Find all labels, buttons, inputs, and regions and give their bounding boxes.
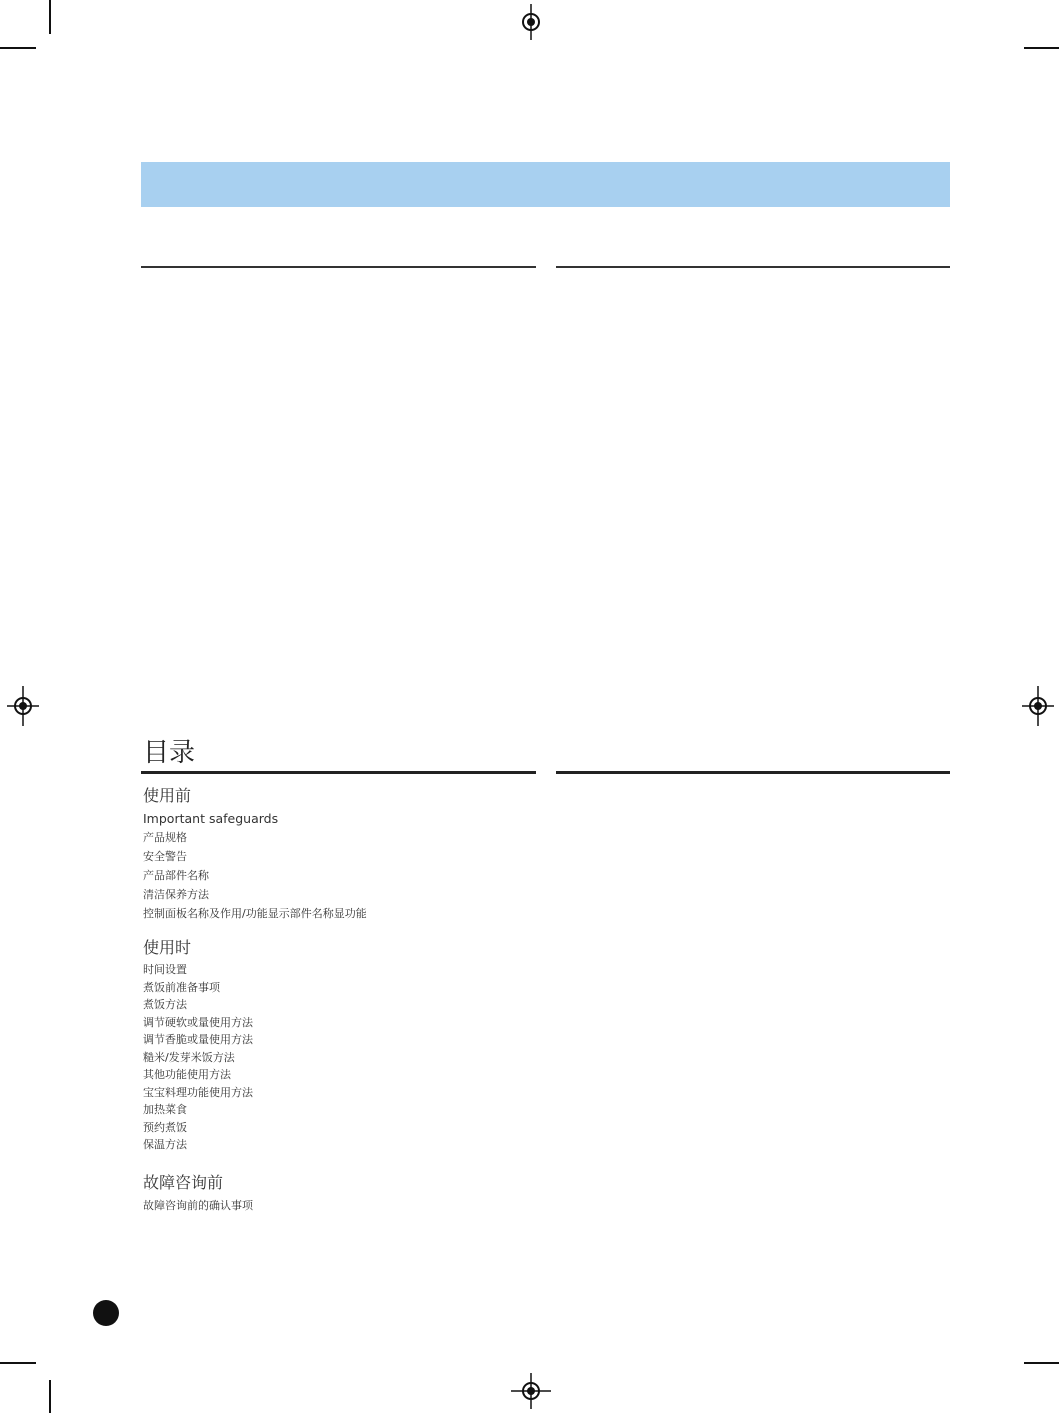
toc-section-heading: 使用时 xyxy=(143,938,192,957)
toc-right-rule xyxy=(556,771,950,774)
toc-item[interactable]: 调节香脆或量使用方法 xyxy=(143,1033,253,1046)
toc-item[interactable]: 糙米/发芽米饭方法 xyxy=(143,1050,235,1064)
toc-item[interactable]: 煮饭方法 xyxy=(143,998,187,1011)
registration-mark-bottom-icon xyxy=(511,1371,551,1411)
toc-item[interactable]: 清洁保养方法 xyxy=(143,888,209,901)
toc-section-troubleshooting xyxy=(143,1172,533,1215)
crop-mark-bottom-left-vertical xyxy=(49,1380,51,1413)
toc-section-heading: 使用前 xyxy=(143,786,192,805)
toc-item[interactable]: 故障咨询前的确认事项 xyxy=(143,1198,253,1212)
registration-mark-top-icon xyxy=(511,2,551,42)
header-band xyxy=(141,162,950,207)
toc-item[interactable]: 煮饭前准备事项 xyxy=(143,980,220,994)
crop-mark-top-right-horizontal xyxy=(1024,47,1059,49)
toc-item[interactable]: 其他功能使用方法 xyxy=(143,1068,231,1081)
toc-item[interactable]: 产品部件名称 xyxy=(143,869,209,882)
toc-section-heading: 故障咨询前 xyxy=(143,1172,224,1192)
toc-section-during-use xyxy=(143,937,533,1154)
upper-right-rule xyxy=(556,266,950,268)
registration-mark-right-icon xyxy=(1018,686,1058,726)
toc-item[interactable]: 宝宝料理功能使用方法 xyxy=(143,1085,253,1099)
toc-item[interactable]: 预约煮饭 xyxy=(143,1120,187,1134)
toc-item[interactable]: 产品规格 xyxy=(143,831,187,844)
toc-item[interactable]: 保温方法 xyxy=(143,1138,187,1151)
toc-item[interactable]: 调节硬软或量使用方法 xyxy=(143,1015,253,1029)
registration-mark-left-icon xyxy=(3,686,43,726)
crop-mark-bottom-left-horizontal xyxy=(0,1362,36,1364)
toc-item[interactable]: 安全警告 xyxy=(143,850,187,863)
toc-section-before-use xyxy=(143,785,533,923)
crop-mark-bottom-right-horizontal xyxy=(1024,1362,1059,1364)
toc-item[interactable]: 时间设置 xyxy=(143,963,187,976)
upper-left-rule xyxy=(141,266,536,268)
toc-title: 目录 xyxy=(143,738,196,768)
crop-mark-top-left-horizontal xyxy=(0,47,36,49)
toc-item[interactable]: 加热菜食 xyxy=(143,1103,187,1116)
toc-left-rule xyxy=(141,771,536,774)
crop-mark-top-left-vertical xyxy=(49,0,51,34)
toc-item[interactable]: Important safeguards xyxy=(143,811,279,826)
page-number-dot xyxy=(93,1300,119,1326)
toc-item[interactable]: 控制面板名称及作用/功能显示部件名称显功能 xyxy=(143,907,367,920)
toc-list xyxy=(143,785,533,1215)
